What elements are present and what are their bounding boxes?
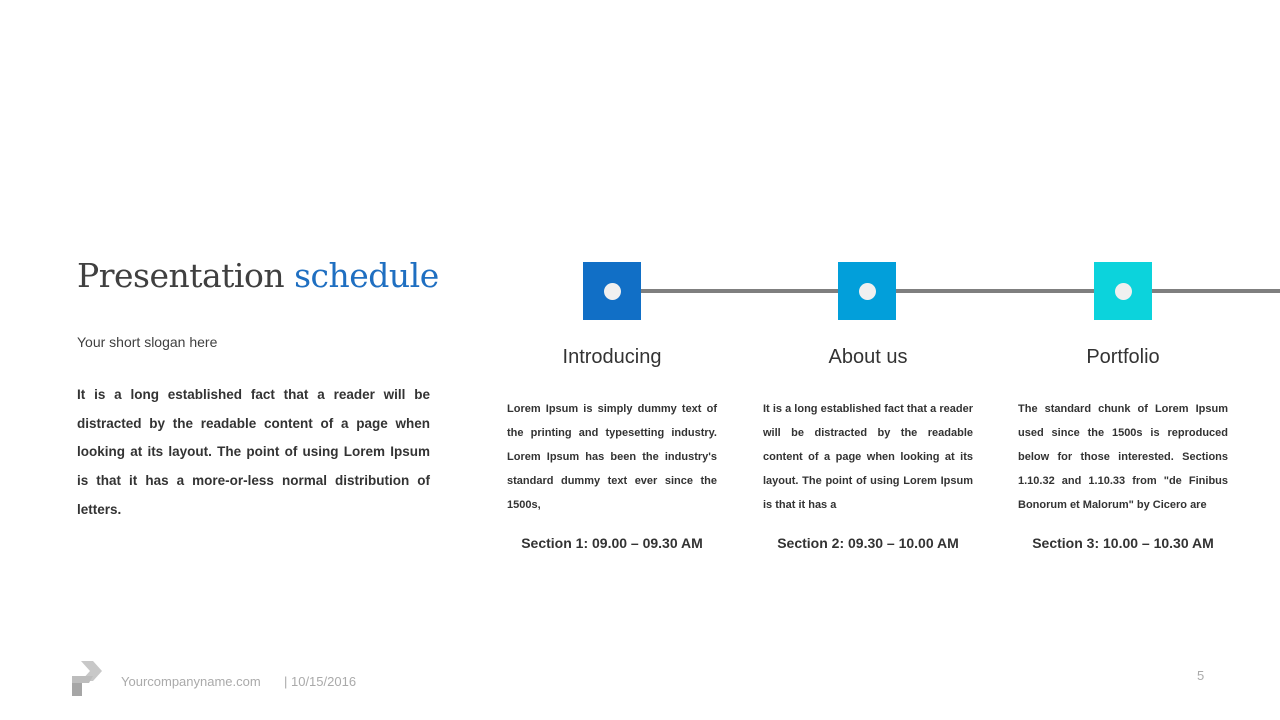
step-section: Section 1: 09.00 – 09.30 AM xyxy=(521,535,703,551)
dot-icon xyxy=(1115,283,1132,300)
company-logo-icon xyxy=(71,661,103,697)
step-title: Introducing xyxy=(562,346,662,368)
step-title: Portfolio xyxy=(1086,346,1160,368)
page-title xyxy=(77,256,439,295)
timeline-line xyxy=(612,289,1280,293)
dot-icon xyxy=(604,283,621,300)
step-1-marker xyxy=(583,262,641,320)
step-section: Section 2: 09.30 – 10.00 AM xyxy=(777,535,959,551)
slogan: Your short slogan here xyxy=(77,334,218,350)
step-section: Section 3: 10.00 – 10.30 AM xyxy=(1032,535,1214,551)
step-1 xyxy=(507,346,717,551)
title-main: Presentation xyxy=(77,256,295,295)
footer-company: Yourcompanyname.com xyxy=(121,674,261,689)
step-2-marker xyxy=(838,262,896,320)
step-3 xyxy=(1018,346,1228,551)
step-title: About us xyxy=(828,346,908,368)
footer-date: | 10/15/2016 xyxy=(284,674,357,689)
step-3-marker xyxy=(1094,262,1152,320)
title-highlight: schedule xyxy=(294,256,439,295)
page-number: 5 xyxy=(1197,668,1205,683)
step-text: Lorem Ipsum is simply dummy text of the printing and typesetting industry. Lorem Ipsum has been the industry's standard dummy text ever since the 1500s, xyxy=(507,403,717,511)
dot-icon xyxy=(859,283,876,300)
intro-text: It is a long established fact that a reader will be distracted by the readable content of a page when looking at its layout. The point of using Lorem Ipsum is that it has a more-or-less normal distribution of letters. xyxy=(77,387,430,517)
step-text: It is a long established fact that a reader will be distracted by the readable content of a page when looking at its layout. The point of using Lorem Ipsum is that it has a xyxy=(763,403,973,511)
step-text: The standard chunk of Lorem Ipsum used since the 1500s is reproduced below for those interested. Sections 1.10.32 and 1.10.33 from "de Finibus Bonorum et Malorum" by Cicero are xyxy=(1018,403,1228,511)
step-2 xyxy=(763,346,973,551)
